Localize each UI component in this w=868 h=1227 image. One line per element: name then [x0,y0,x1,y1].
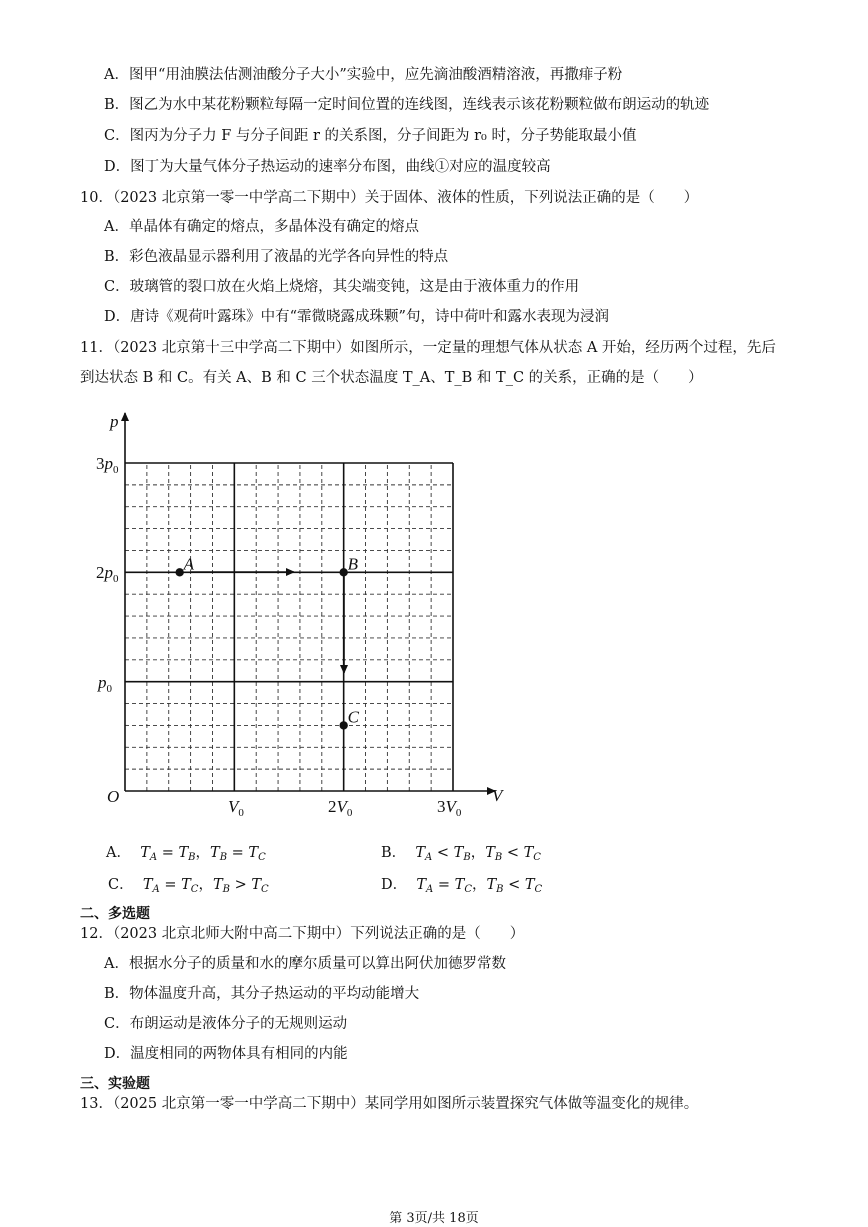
state-label-a: A [183,554,195,574]
grid-major [125,463,453,791]
q12-option-d: D．温度相同的两物体具有相同的内能 [104,1046,348,1062]
q9-option-c: C．图丙为分子力 F 与分子间距 r 的关系图，分子间距为 r₀ 时，分子势能取最小值 [104,128,637,144]
q11-option-c: C． $T_A = T_C$，$T_B > T_C$ [108,877,269,895]
section-heading-multiple-choice: 二、多选题 [80,906,150,922]
p-axis-label: p [110,412,119,431]
state-point-a [175,568,183,576]
y-tick-p0 [97,673,113,695]
x-tick-label-3v0: $3V_0$ [437,797,462,819]
v-axis-label: V [492,786,503,805]
y-tick-label-2p0: $2p_0$ [96,563,119,585]
q10-option-d: D．唐诗《观荷叶露珠》中有“霏微晓露成珠颗”句，诗中荷叶和露水表现为浸润 [104,309,609,325]
q11-stem-line2: 到达状态 B 和 C。有关 A、B 和 C 三个状态温度 T_A、T_B 和 T_C 的关系，正确的是（ ） [80,370,703,386]
q12-option-c: C．布朗运动是液体分子的无规则运动 [104,1016,348,1032]
origin-label: O [107,787,120,806]
q13-stem: 13．（2025 北京第一零一中学高二下期中）某同学用如图所示装置探究气体做等温变化的规律。 [80,1096,699,1112]
q10-option-a: A．单晶体有确定的熔点，多晶体没有确定的熔点 [104,219,419,235]
q11-stem-line1: 11．（2023 北京第十三中学高二下期中）如图所示，一定量的理想气体从状态 A 开始，经历两个过程，先后 [80,340,776,356]
y-tick-2p0 [96,563,119,585]
section-heading-experiment: 三、实验题 [80,1076,150,1092]
grid-minor [125,463,453,791]
x-tick-label-2v0: $2V_0$ [328,797,353,819]
q9-option-d: D．图丁为大量气体分子热运动的速率分布图，曲线①对应的温度较高 [104,159,551,175]
y-tick-label-3p0: $3p_0$ [96,454,119,476]
pv-graph [90,405,510,835]
q10-option-b: B．彩色液晶显示器利用了液晶的光学各向异性的特点 [104,249,449,265]
q10-stem: 10．（2023 北京第一零一中学高二下期中）关于固体、液体的性质，下列说法正确的是（ ） [80,190,699,206]
q12-option-b: B．物体温度升高，其分子热运动的平均动能增大 [104,986,420,1002]
state-label-b: B [347,554,359,574]
q10-option-c: C．玻璃管的裂口放在火焰上烧熔，其尖端变钝，这是由于液体重力的作用 [104,279,580,295]
page-footer: 第 3页/共 18页 [389,1211,479,1226]
state-point-c [339,721,347,729]
q9-option-b: B．图乙为水中某花粉颗粒每隔一定时间位置的连线图，连线表示该花粉颗粒做布朗运动的轨迹 [104,97,710,113]
q12-option-a: A．根据水分子的质量和水的摩尔质量可以算出阿伏加德罗常数 [104,956,506,972]
q11-option-b: B． $T_A < T_B$，$T_B < T_C$ [381,845,541,863]
q9-option-a: A．图甲“用油膜法估测油酸分子大小”实验中，应先滴油酸酒精溶液，再撒痱子粉 [104,67,623,83]
y-tick-label-p0: $p_0$ [98,673,112,695]
x-tick-label-v0: $V_0$ [228,797,244,819]
y-tick-3p0 [96,454,119,476]
state-point-b [339,568,347,576]
q11-option-d: D． $T_A = T_C$，$T_B < T_C$ [381,877,543,895]
q11-option-a: A． $T_A = T_B$，$T_B = T_C$ [106,845,266,863]
q12-stem: 12．（2023 北京北师大附中高二下期中）下列说法正确的是（ ） [80,926,525,942]
state-label-c: C [347,707,360,727]
